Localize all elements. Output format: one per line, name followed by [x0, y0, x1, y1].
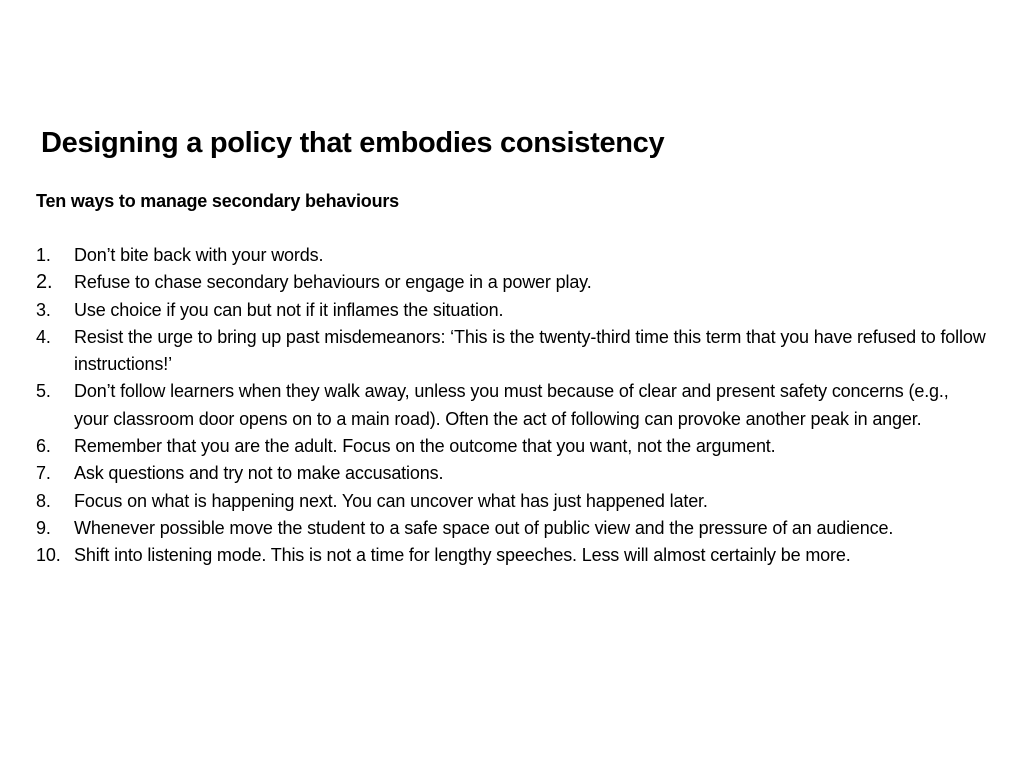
list-item-number: 2. [36, 271, 53, 294]
list-item-number: 8. [36, 490, 51, 511]
list-item-text: Remember that you are the adult. Focus on the outcome that you want, not the argument. [74, 436, 776, 457]
list-item-text: Ask questions and try not to make accusations. [74, 463, 444, 484]
list-item [36, 242, 986, 269]
list-item-text: Whenever possible move the student to a safe space out of public view and the pressure of an audience. [74, 517, 894, 538]
list-item-number: 6. [36, 436, 51, 457]
list-item-number: 7. [36, 463, 51, 484]
list-item-number: 5. [36, 381, 51, 402]
list-item [36, 460, 986, 487]
list-item [36, 488, 986, 515]
list-item [36, 378, 986, 433]
list-item [36, 515, 986, 542]
list-item-number: 1. [36, 245, 51, 265]
list-item-number: 10. [36, 545, 61, 566]
list-heading: Ten ways to manage secondary behaviours [36, 191, 399, 211]
list-item [36, 433, 986, 460]
list-item-text: Don’t bite back with your words. [74, 245, 324, 265]
list-item-number: 3. [36, 299, 51, 320]
list-item-text: Shift into listening mode. This is not a time for lengthy speeches. Less will almost certainly be more. [74, 545, 851, 566]
list-item [36, 297, 986, 324]
spacer [36, 215, 986, 242]
slide-content [36, 188, 986, 570]
list-item-number: 4. [36, 326, 51, 347]
list-item-text: Refuse to chase secondary behaviours or engage in a power play. [74, 272, 592, 293]
list-item-text: Resist the urge to bring up past misdemeanors: ‘This is the twenty-third time this term that you have refused to follow instructions!’ [74, 326, 986, 375]
slide-title: Designing a policy that embodies consistency [41, 127, 665, 159]
list-item-text: Use choice if you can but not if it inflames the situation. [74, 299, 504, 320]
list-item [36, 324, 986, 379]
numbered-list [36, 242, 986, 570]
list-item-text: Don’t follow learners when they walk away, unless you must because of clear and present safety concerns (e.g., your classroom door opens on to a main road). Often the act of following can provoke another peak in anger. [74, 381, 949, 429]
list-item [36, 269, 986, 296]
list-item-number: 9. [36, 517, 51, 538]
list-item-text: Focus on what is happening next. You can uncover what has just happened later. [74, 490, 708, 511]
list-item [36, 542, 986, 569]
